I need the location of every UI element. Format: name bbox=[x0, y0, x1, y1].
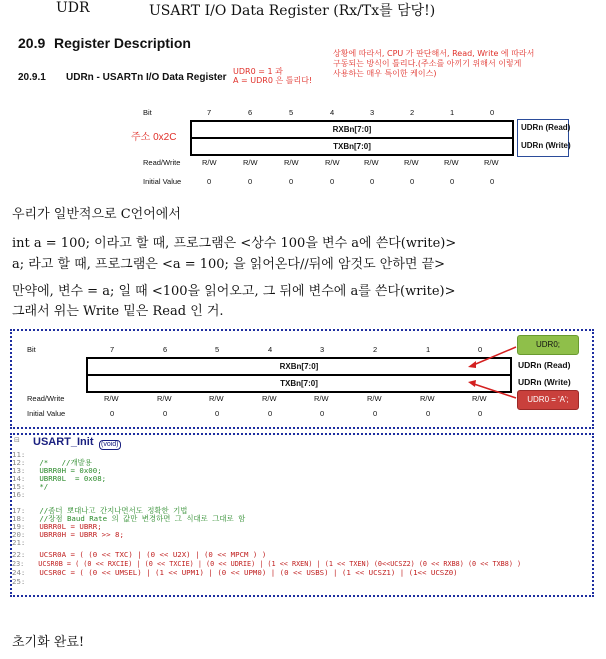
body-line-3: a; 라고 할 때, 프로그램은 <a = 100; 을 읽어온다//뒤에 암것도 안하면 끝> bbox=[12, 257, 446, 272]
code-function-param: (void) bbox=[101, 441, 119, 448]
bit-1-2: 1 bbox=[426, 345, 431, 354]
rw-5: R/W bbox=[284, 158, 299, 167]
section-number: 20.9 bbox=[18, 35, 46, 51]
bit-1: 1 bbox=[450, 108, 455, 117]
rx-field-2: RXBn[7:0] bbox=[86, 357, 512, 376]
init-3-2: 0 bbox=[320, 409, 325, 418]
code-line: 21: bbox=[12, 538, 26, 547]
init-2: 0 bbox=[410, 177, 415, 186]
bit-6-2: 6 bbox=[163, 345, 168, 354]
bit-6: 6 bbox=[248, 108, 253, 117]
rw-4-2: R/W bbox=[262, 394, 277, 403]
body-line-1: 우리가 일반적으로 C언어에서 bbox=[12, 207, 181, 222]
bit-2: 2 bbox=[410, 108, 415, 117]
udr-term: UDR bbox=[56, 0, 90, 16]
init-6-2: 0 bbox=[163, 409, 168, 418]
tx-field-2: TXBn[7:0] bbox=[86, 374, 512, 393]
init-3: 0 bbox=[370, 177, 375, 186]
rw-label: Read/Write bbox=[143, 158, 181, 167]
init-2-2: 0 bbox=[373, 409, 378, 418]
rw-3-2: R/W bbox=[314, 394, 329, 403]
note-left-line2: A = UDR0 은 틀리다! bbox=[233, 76, 313, 85]
arrow-read-head bbox=[468, 361, 476, 368]
init-label-2: Initial Value bbox=[27, 409, 66, 418]
arrow-read-line bbox=[471, 347, 516, 366]
note-left-line1: UDR0 = 1 과 bbox=[233, 67, 283, 76]
rw-1-2: R/W bbox=[420, 394, 435, 403]
code-line: 15: */ bbox=[12, 482, 49, 491]
code-line: 16: bbox=[12, 490, 26, 499]
rx-name: UDRn (Read) bbox=[521, 123, 571, 132]
note-right-line3: 사용하는 매우 특이한 케이스) bbox=[333, 69, 437, 78]
init-1-2: 0 bbox=[426, 409, 431, 418]
code-line: 18: //장점 Baud Rate 의 값만 변경하면 그 식대로 그대로 함 bbox=[12, 514, 246, 523]
rx-name-2: UDRn (Read) bbox=[518, 360, 571, 370]
code-line: 24: UCSR0C = ( (0 << UMSEL) | (1 << UPM1) | (0 << UPM0) | (0 << USBS) | (1 << UCSZ1) | (1<< UCSZ0) bbox=[12, 568, 458, 577]
init-label: Initial Value bbox=[143, 177, 182, 186]
init-7-2: 0 bbox=[110, 409, 115, 418]
init-0: 0 bbox=[490, 177, 495, 186]
bit-5: 5 bbox=[289, 108, 294, 117]
init-5: 0 bbox=[289, 177, 294, 186]
rw-6: R/W bbox=[243, 158, 258, 167]
body-line-2: int a = 100; 이라고 할 때, 프로그램은 <상수 100을 변수 a에 쓴다(write)> bbox=[12, 236, 457, 251]
rw-6-2: R/W bbox=[157, 394, 172, 403]
bit-label-2: Bit bbox=[27, 345, 36, 354]
bit-7: 7 bbox=[207, 108, 212, 117]
bit-3: 3 bbox=[370, 108, 375, 117]
code-listing bbox=[12, 451, 586, 591]
rw-0-2: R/W bbox=[472, 394, 487, 403]
init-4: 0 bbox=[330, 177, 335, 186]
code-fold-marker: ⊟ bbox=[14, 436, 20, 444]
bit-4-2: 4 bbox=[268, 345, 273, 354]
udr-description: USART I/O Data Register (Rx/Tx를 담당!) bbox=[149, 3, 436, 19]
rw-2: R/W bbox=[404, 158, 419, 167]
code-line: 17: //좀더 뽀대나고 간지나면서도 정확한 기법 bbox=[12, 506, 188, 515]
rx-field: RXBn[7:0] bbox=[190, 120, 514, 139]
code-line: 14: UBRR0L = 0x08; bbox=[12, 474, 107, 483]
bit-7-2: 7 bbox=[110, 345, 115, 354]
code-line: 19: UBRR0L = UBRR; bbox=[12, 522, 102, 531]
tx-name-2: UDRn (Write) bbox=[518, 377, 571, 387]
udr-write-badge: UDR0 = 'A'; bbox=[517, 390, 579, 410]
init-6: 0 bbox=[248, 177, 253, 186]
rw-4: R/W bbox=[325, 158, 340, 167]
code-line: 12: /* //개발용 bbox=[12, 458, 92, 467]
arrow-write-head bbox=[468, 380, 476, 387]
closing-text: 초기화 완료! bbox=[12, 635, 85, 650]
code-line: 23: UCSR0B = ( (0 << RXCIE) | (0 << TXCIE) | (0 << UDRIE) | (1 << RXEN) | (1 << TXEN) (0<<UCSZ2) (0 << RXB8) (0 << TXB8) ) bbox=[12, 560, 522, 568]
rw-label-2: Read/Write bbox=[27, 394, 65, 403]
bit-0: 0 bbox=[490, 108, 495, 117]
bit-2-2: 2 bbox=[373, 345, 378, 354]
code-line: 13: UBRR0H = 0x00; bbox=[12, 466, 102, 475]
init-0-2: 0 bbox=[478, 409, 483, 418]
rw-3: R/W bbox=[364, 158, 379, 167]
code-line: 25: bbox=[12, 577, 26, 586]
subsection-number: 20.9.1 bbox=[18, 72, 46, 83]
bit-3-2: 3 bbox=[320, 345, 325, 354]
bit-0-2: 0 bbox=[478, 345, 483, 354]
note-right-line2: 구동되는 방식이 틀리다.(주소를 아끼기 위해서 이렇게 bbox=[333, 59, 522, 68]
rw-5-2: R/W bbox=[209, 394, 224, 403]
bit-5-2: 5 bbox=[215, 345, 220, 354]
init-1: 0 bbox=[450, 177, 455, 186]
init-7: 0 bbox=[207, 177, 212, 186]
note-right-line1: 상황에 따라서, CPU 가 판단해서, Read, Write 에 따라서 bbox=[333, 49, 535, 58]
body-line-4: 만약에, 변수 = a; 일 때 <100을 읽어오고, 그 뒤에 변수에 a를 쓴다(write)> bbox=[12, 284, 456, 299]
body-line-5: 그래서 위는 Write 밑은 Read 인 거. bbox=[12, 304, 224, 319]
rw-0: R/W bbox=[484, 158, 499, 167]
code-line: 11: bbox=[12, 451, 26, 459]
init-5-2: 0 bbox=[215, 409, 220, 418]
code-line: 20: UBRR0H = UBRR >> 8; bbox=[12, 530, 124, 539]
tx-name: UDRn (Write) bbox=[521, 141, 571, 150]
address-label: 주소 0x2C bbox=[131, 132, 177, 143]
section-title: Register Description bbox=[54, 35, 191, 51]
rw-2-2: R/W bbox=[367, 394, 382, 403]
code-line: 22: UCSR0A = ( (0 << TXC) | (0 << U2X) | (0 << MPCM ) ) bbox=[12, 550, 267, 559]
tx-field: TXBn[7:0] bbox=[190, 137, 514, 156]
rw-1: R/W bbox=[444, 158, 459, 167]
init-4-2: 0 bbox=[268, 409, 273, 418]
subsection-title: UDRn - USARTn I/O Data Register bbox=[66, 72, 227, 83]
rw-7: R/W bbox=[202, 158, 217, 167]
bit-label: Bit bbox=[143, 108, 152, 117]
code-function-name: USART_Init bbox=[33, 436, 94, 448]
bit-4: 4 bbox=[330, 108, 335, 117]
udr-read-badge: UDR0; bbox=[517, 335, 579, 355]
rw-7-2: R/W bbox=[104, 394, 119, 403]
